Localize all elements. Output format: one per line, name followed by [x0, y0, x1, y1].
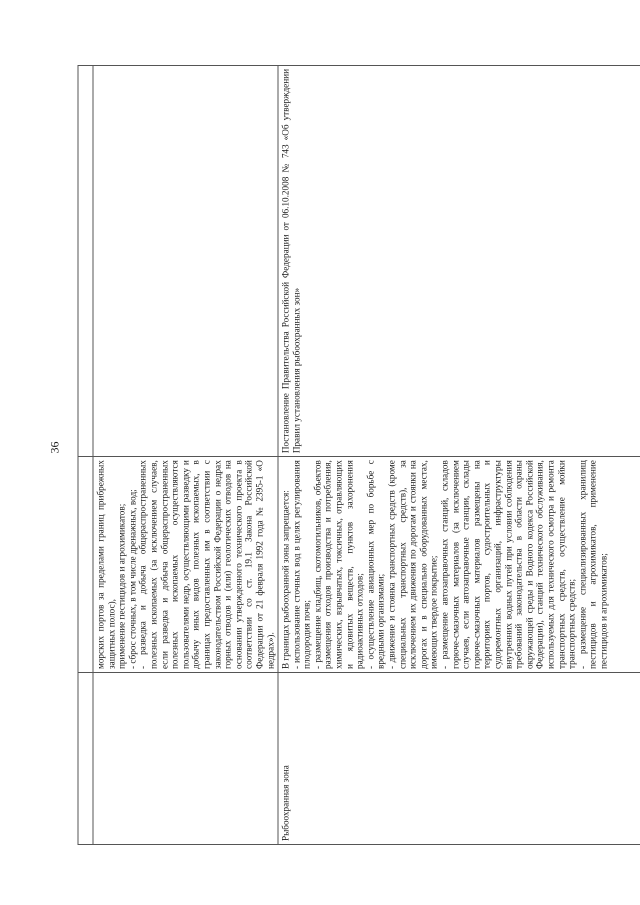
page-number: 36: [47, 441, 62, 454]
text-line: В границах рыбоохранной зоны запрещается:: [280, 490, 291, 669]
zone-name-cell: Рыбоохранная зона: [278, 673, 640, 845]
restrictions-cell: [93, 457, 278, 673]
table-row: [93, 66, 278, 845]
zones-table: [78, 65, 640, 845]
text-line: морских портов за пределами границ прибрежных защитных полос),: [95, 460, 117, 669]
restrictions-cell: [278, 457, 640, 673]
zone-name-cell: [93, 673, 278, 845]
blank-cell: [78, 66, 93, 457]
blank-cell: [78, 457, 93, 673]
text-line: применение пестицидов и агрохимикатов;: [116, 503, 127, 669]
text-line: - использование сточных вод в целях регулирования плодородия почв;: [291, 460, 312, 669]
text-line: - размещение специализированных хранилищ пестицидов и агрохимикатов, применение пестицидов и агрохимикатов;: [577, 460, 609, 669]
source-cell: [93, 66, 278, 457]
text-line: - размещение автозаправочных станций, складов горюче-смазочных материалов (за исключением случаев, если автозаправочные станции, склады горюче-смазочных материалов размещены на территориях портов, судостроительных и судоремонтных организаций, инфраструктуры внутренних водных путей при условии соблюдения требований законодательства в области охраны окружающей среды и Водного кодекса Российской Федерации), станций технического обслуживания, используемых для технического осмотра и ремонта транспортных средств, осуществление мойки транспортных средств;: [439, 460, 577, 669]
text-line: - размещение кладбищ, скотомогильников, объектов размещения отходов производства и потребления, химических, взрывчатых, токсичных, отравляющих и ядовитых веществ, пунктов захоронения радиоактивных отходов;: [312, 460, 365, 669]
text-line: - движение и стоянка транспортных средств (кроме специальных транспортных средств), за исключением их движения по дорогам и стоянки на дорогах и в специально оборудованных местах, имеющих твердое покрытие;: [386, 460, 439, 669]
text-line: - осуществление авиационных мер по борьбе с вредными организмами;: [365, 460, 386, 669]
text-line: - сброс сточных, в том числе дренажных, вод;: [127, 489, 138, 669]
text-line: - разведка и добыча общераспространенных полезных ископаемых (за исключением случаев, если разведка и добыча общераспространенных полезных ископаемых осуществляются пользователями недр, осуществляющими разведку и добычу иных видов полезных ископаемых, в границах предоставленных им в соответствии с законодательством Российской Федерации о недрах горных отводов и (или) геологических отводов на основании утвержденного технического проекта в соответствии со ст. 19.1 Закона Российской Федерации от 21 февраля 1992 года № 2395-1 «О недрах»).: [137, 460, 275, 669]
blank-cell: [78, 673, 93, 845]
table-row: [278, 66, 640, 845]
table-row: [78, 66, 93, 845]
source-cell: Постановление Правительства Российской Федерации от 06.10.2008 № 743 «Об утверждении Правил установления рыбоохранных зон»: [278, 66, 640, 457]
rotated-table-container: [78, 65, 609, 845]
